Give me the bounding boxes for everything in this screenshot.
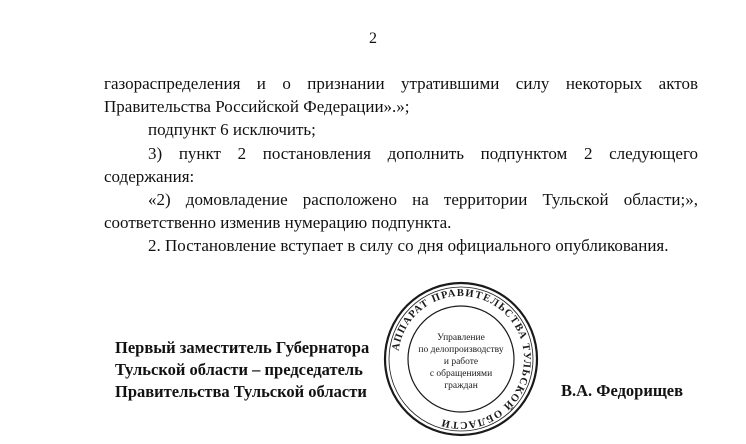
signatory-position-line: Первый заместитель Губернатора — [115, 338, 370, 357]
stamp-center-line: по делопроизводству — [418, 345, 504, 355]
stamp-center-line: граждан — [444, 381, 478, 391]
official-stamp — [376, 274, 546, 444]
document-body — [104, 72, 698, 258]
paragraph-line: 3) пункт 2 постановления дополнить подпунктом 2 следующего — [148, 143, 698, 163]
paragraph-line: газораспределения и о признании утратившими силу некоторых актов — [104, 74, 698, 93]
paragraph-line: «2) домовладение расположено на территории Тульской области;», — [148, 189, 698, 209]
paragraph-line: Правительства Российской Федерации».»; — [104, 97, 410, 117]
stamp-center-line: и работе — [443, 357, 479, 367]
stamp-ring-text: АППАРАТ ПРАВИТЕЛЬСТВА ТУЛЬСКОЙ ОБЛАСТИ — [390, 287, 533, 431]
page-number: 2 — [369, 30, 377, 47]
signatory-position-line: Правительства Тульской области — [115, 382, 367, 401]
paragraph-line: содержания: — [104, 166, 195, 186]
signatory-name: В.А. Федорищев — [561, 381, 684, 400]
paragraph-line: 2. Постановление вступает в силу со дня официального опубликования. — [148, 236, 669, 256]
paragraph-line: подпункт 6 исключить; — [148, 120, 316, 140]
signatory-position-line: Тульской области – председатель — [115, 360, 363, 379]
stamp-center-line: с обращениями — [429, 369, 493, 379]
signatory-position — [115, 337, 369, 403]
stamp-center-line: Управление — [437, 333, 485, 343]
paragraph-line: соответственно изменив нумерацию подпункта. — [104, 213, 452, 233]
